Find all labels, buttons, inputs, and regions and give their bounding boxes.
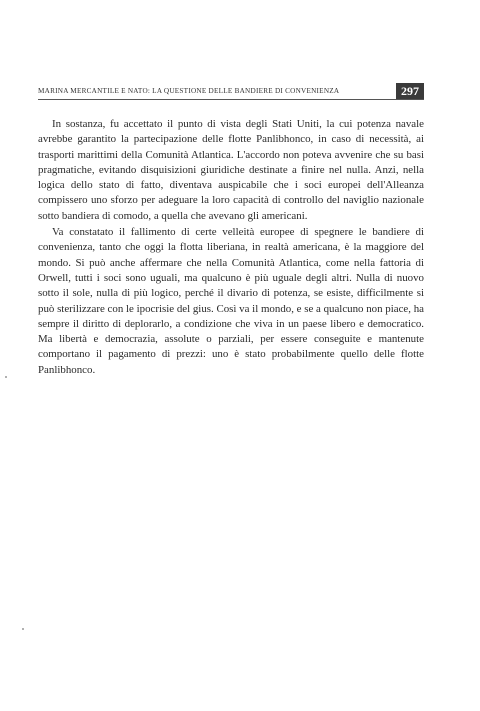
scan-speck <box>22 628 24 630</box>
body-text <box>38 117 424 379</box>
paragraph-2: Va constatato il fallimento di certe velleità europee di spegnere le bandiere di convenienza, tanto che oggi la flotta liberiana, in realtà americana, è la maggiore del mondo. Si può anche affermare che nella Comunità Atlantica, come nella fattoria di Orwell, tutti i soci sono uguali, ma qualcuno è più uguale degli altri. Nulla di nuovo sotto il sole, nulla di più logico, perché il divario di potenza, se esiste, difficilmente si può sterilizzare con le ipocrisie del gius. Così va il mondo, e se a qualcuno non piace, ha sempre il diritto di deplorarlo, a condizione che viva in un paese libero e democratico. Ma libertà e democrazia, assolute o parziali, per essere conseguite e mantenute comportano il pagamento di prezzi: uno è stato probabilmente quello delle flotte Panlibhonco. <box>38 226 424 376</box>
page-number: 297 <box>396 83 424 99</box>
scan-speck <box>5 376 7 378</box>
paragraph-1: In sostanza, fu accettato il punto di vista degli Stati Uniti, la cui potenza navale avrebbe garantito la partecipazione delle flotte Panlibhonco, in caso di necessità, ai trasporti marittimi della Comunità Atlantica. L'accordo non poteva avvenire che su basi pragmatiche, evitando disquisizioni giuridiche destinate a finire nel nulla. Anzi, nella logica dello stato di fatto, diventava auspicabile che i soci europei dell'Alleanza compissero uno sforzo per adeguare la loro capacità di controllo del naviglio nazionale sotto bandiera di comodo, a quella che avevano gli americani. <box>38 118 424 222</box>
running-header <box>38 85 424 100</box>
running-title: MARINA MERCANTILE E NATO: LA QUESTIONE DELLE BANDIERE DI CONVENIENZA <box>38 87 340 95</box>
